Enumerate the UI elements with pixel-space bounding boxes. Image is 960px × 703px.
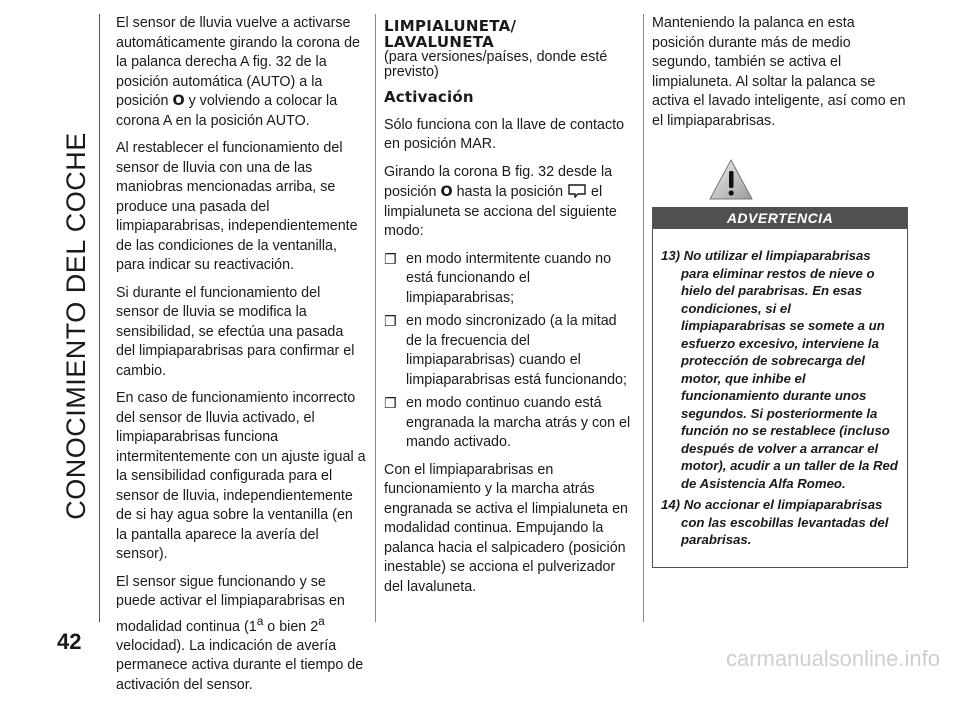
sidebar-divider bbox=[99, 14, 100, 622]
warning-text: No utilizar el limpiaparabrisas para eliminar restos de nieve o hielo del parabrisas. En esas condiciones, si el limpiaparabrisas se somete a un esfuerzo excesivo, interviene la protección de sobrecarga del motor, que inhibe el funcionamiento durante unos segundos. Si posteriormente la función no se restablece (incluso después de volver a arrancar el motor), acudir a un taller de la Red de Asistencia Alfa Romeo. bbox=[681, 248, 898, 491]
warning-content bbox=[652, 229, 908, 568]
text: Girando la corona B fig. 32 desde la posición bbox=[384, 163, 613, 200]
list-item-text: en modo sincronizado (a la mitad de la frecuencia del limpiaparabrisas) cuando el limpiaparabrisas está funcionando; bbox=[406, 313, 627, 388]
text: El sensor sigue funcionando y se puede activar el limpiaparabrisas en modalidad continua (1 bbox=[116, 573, 345, 635]
warning-number: 13) bbox=[661, 248, 681, 263]
warning-triangle-icon bbox=[708, 158, 754, 202]
warning-title: ADVERTENCIA bbox=[652, 207, 908, 229]
checkbox-bullet-icon: ❒ bbox=[384, 395, 397, 411]
availability-note: (para versiones/países, donde esté previsto) bbox=[384, 49, 608, 80]
list-item-text: en modo continuo cuando está engranada la marcha atrás y con el mando activado. bbox=[406, 395, 631, 450]
list-item bbox=[384, 312, 636, 390]
warning-text: No accionar el limpiaparabrisas con las escobillas levantadas del parabrisas. bbox=[681, 497, 889, 547]
heading-line: LAVALUNETA bbox=[384, 33, 495, 51]
subsection-heading: Activación bbox=[384, 88, 474, 106]
checkbox-bullet-icon: ❒ bbox=[384, 313, 397, 329]
paragraph: Sólo funciona con la llave de contacto en posición MAR. bbox=[384, 116, 625, 152]
position-o-symbol: O bbox=[172, 93, 185, 109]
text: velocidad). La indicación de avería permanece activa durante el tiempo de activación del sensor. bbox=[116, 637, 364, 693]
checkbox-bullet-icon: ❒ bbox=[384, 250, 397, 267]
watermark: carmanualsonline.info bbox=[725, 646, 940, 671]
section-title: CONOCIMIENTO DEL COCHE bbox=[61, 132, 91, 520]
list-item bbox=[384, 394, 636, 453]
text: o bien 2 bbox=[263, 618, 319, 635]
warning-item bbox=[661, 496, 899, 549]
paragraph: Con el limpiaparabrisas en funcionamiento y la marcha atrás engranada se activa el limpialuneta en modalidad continua. Empujando la palanca hacia el salpicadero (posición inestable) se acciona el pulverizador del lavaluneta. bbox=[384, 461, 629, 595]
paragraph bbox=[116, 14, 366, 131]
heading-line: LIMPIALUNETA/ bbox=[384, 17, 517, 35]
position-o-symbol: O bbox=[440, 184, 453, 200]
warning-number: 14) bbox=[661, 497, 681, 512]
text: y volviendo a colocar la corona A en la posición AUTO. bbox=[116, 93, 338, 129]
paragraph bbox=[384, 163, 636, 242]
warning-block bbox=[652, 158, 908, 568]
paragraph: Manteniendo la palanca en esta posición durante más de medio segundo, también se activa el limpialuneta. Al soltar la palanca se activa el lavado inteligente, así como en el limpiaparabrisas. bbox=[652, 15, 906, 129]
column-divider-2 bbox=[643, 14, 644, 622]
text: hasta la posición bbox=[452, 184, 568, 200]
paragraph: En caso de funcionamiento incorrecto del sensor de lluvia activado, el limpiaparabrisas funciona intermitentemente con un ajuste igual a la sensibilidad configurada para el sensor de lluvia, independientemente de si hay agua sobre la ventanilla (en la pantalla aparece la avería del sensor). bbox=[116, 390, 366, 562]
paragraph: Si durante el funcionamiento del sensor de lluvia se modifica la sensibilidad, se efectúa una pasada del limpiaparabrisas para confirmar el cambio. bbox=[116, 284, 355, 379]
paragraph bbox=[116, 573, 366, 696]
paragraph: Al restablecer el funcionamiento del sensor de lluvia con una de las maniobras mencionadas arriba, se produce una pasada del limpiaparabrisas, independientemente de las condiciones de la ventanilla, para indicar su reactivación. bbox=[116, 140, 358, 273]
text: el limpialuneta se acciona del siguiente modo: bbox=[384, 184, 617, 239]
list-item-text: en modo intermitente cuando no está funcionando el limpiaparabrisas; bbox=[406, 250, 612, 306]
list-item bbox=[384, 250, 636, 309]
superscript: a bbox=[318, 613, 325, 628]
column-3 bbox=[652, 14, 908, 139]
operation-modes-list bbox=[384, 250, 636, 453]
warning-item bbox=[661, 247, 899, 492]
column-divider-1 bbox=[375, 14, 376, 622]
rear-wiper-icon bbox=[567, 182, 587, 198]
column-1 bbox=[116, 14, 366, 703]
page-number: 42 bbox=[57, 629, 82, 654]
section-heading bbox=[384, 18, 636, 50]
column-2 bbox=[384, 14, 636, 605]
text: El sensor de lluvia vuelve a activarse automáticamente girando la corona de la palanca derecha A fig. 32 de la posición automática (AUTO) a la posición bbox=[116, 15, 360, 109]
superscript: a bbox=[256, 613, 264, 628]
